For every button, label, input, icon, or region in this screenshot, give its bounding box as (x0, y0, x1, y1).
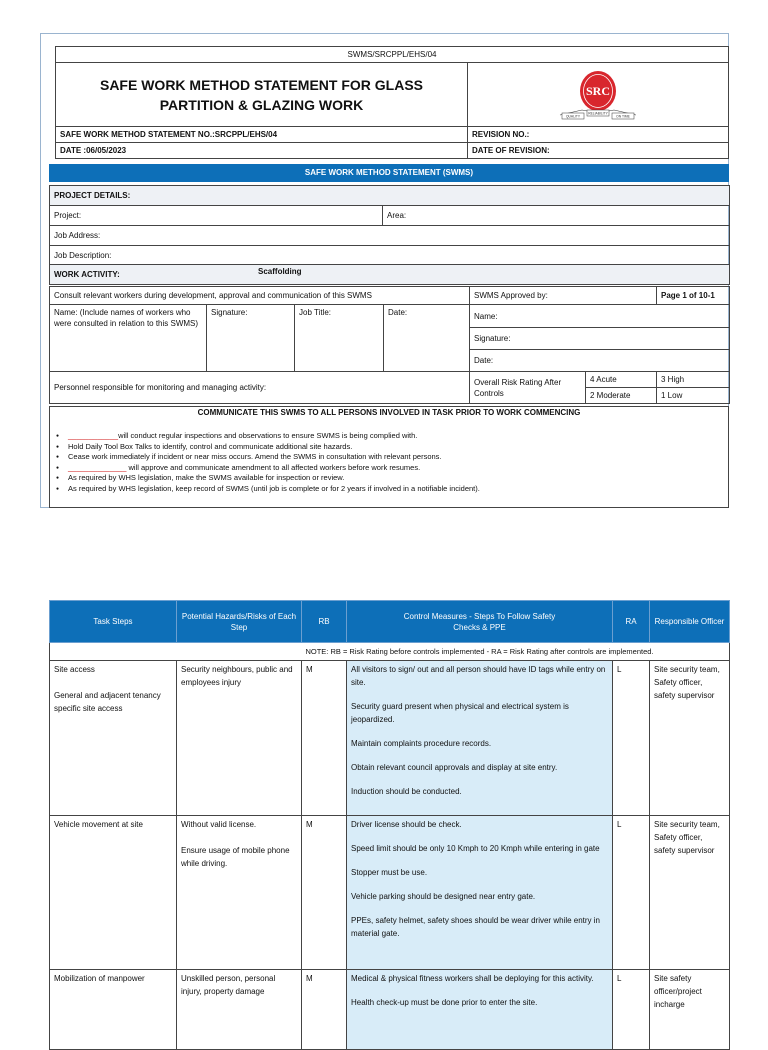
overall-risk-label: Overall Risk Rating After Controls (470, 372, 586, 404)
risk-rating-high: 3 High (657, 372, 730, 388)
svg-text:RELIABILITY: RELIABILITY (588, 111, 608, 116)
hazard: Without valid license. Ensure usage of mobile phone while driving. (177, 816, 302, 970)
responsible-officer: Site security team, Safety officer, safety supervisor (650, 661, 730, 816)
table-row (50, 661, 730, 816)
risk-after: L (613, 970, 650, 1050)
control-measures: Driver license should be check. Speed limit should be only 10 Kmph to 20 Kmph while entering in gate Stopper must be use. Vehicle parking should be designed near entry gate. PPEs, safety helmet, safety shoes should be wear driver while entry in material gate. (347, 816, 613, 970)
risk-rating-acute: 4 Acute (586, 372, 657, 388)
hazard: Unskilled person, personal injury, property damage (177, 970, 302, 1050)
date-column-label: Date: (384, 305, 470, 372)
job-description-label: Job Description: (50, 246, 730, 265)
doc-code: SWMS/SRCPPL/EHS/04 (56, 47, 729, 63)
task-step: Site access General and adjacent tenancy specific site access (50, 661, 177, 816)
bullet-item: ● ______________ will approve and communicate amendment to all affected workers before work resumes. (68, 463, 724, 474)
header-rb: RB (302, 601, 347, 643)
work-activity-row (50, 265, 730, 285)
risk-before: M (302, 816, 347, 970)
approver-name-label: Name: (470, 305, 730, 328)
risk-after: L (613, 661, 650, 816)
header-ra: RA (613, 601, 650, 643)
project-details-label: PROJECT DETAILS: (50, 186, 730, 206)
risk-after: L (613, 816, 650, 970)
personnel-responsible-label: Personnel responsible for monitoring and managing activity: (50, 372, 470, 404)
consulted-workers-label: Name: (Include names of workers who were consulted in relation to this SWMS) (50, 305, 207, 372)
revision-number: REVISION NO.: (468, 127, 729, 143)
control-measures: All visitors to sign/ out and all person should have ID tags while entry on site. Security guard present when physical and electrical system is jeopardized. Maintain complaints procedure records. Obtain relevant council approvals and display at site entry. Induction should be conducted. (347, 661, 613, 816)
task-step: Mobilization of manpower (50, 970, 177, 1050)
communication-section (49, 406, 729, 508)
project-details-table (49, 185, 730, 285)
control-measures: Medical & physical fitness workers shall be deploying for this activity. Health check-up must be done prior to enter the site. (347, 970, 613, 1050)
task-steps-table (49, 600, 730, 1050)
bullet-item: ● Hold Daily Tool Box Talks to identify, control and communicate additional site hazards. (68, 442, 724, 453)
signature-column-label: Signature: (207, 305, 295, 372)
bullet-item: ● As required by WHS legislation, make the SWMS available for inspection or review. (68, 473, 724, 484)
swms-approved-by: SWMS Approved by: (470, 287, 657, 305)
swms-bullet-list (54, 431, 724, 495)
job-address-label: Job Address: (50, 226, 730, 246)
consult-statement: Consult relevant workers during development, approval and communication of this SWMS (50, 287, 470, 305)
table-row (50, 970, 730, 1050)
approver-date-label: Date: (470, 350, 730, 372)
header-responsible-officer: Responsible Officer (650, 601, 730, 643)
document-date: DATE :06/05/2023 (56, 143, 468, 159)
header-control-measures: Control Measures - Steps To Follow Safety Checks & PPE (347, 601, 613, 643)
risk-before: M (302, 661, 347, 816)
table-row (50, 816, 730, 970)
swms-header-table (55, 46, 729, 159)
header-task-steps: Task Steps (50, 601, 177, 643)
project-label: Project: (50, 206, 383, 226)
approver-signature-label: Signature: (470, 328, 730, 350)
swms-banner: SAFE WORK METHOD STATEMENT (SWMS) (49, 164, 729, 182)
risk-before: M (302, 970, 347, 1050)
svg-text:ON TIME: ON TIME (616, 114, 630, 119)
risk-rating-moderate: 2 Moderate (586, 388, 657, 404)
svg-text:QUALITY: QUALITY (565, 114, 581, 119)
job-title-column-label: Job Title: (295, 305, 384, 372)
work-activity-label: WORK ACTIVITY: (54, 270, 120, 279)
document-title: SAFE WORK METHOD STATEMENT FOR GLASS PARTITION & GLAZING WORK (56, 63, 468, 127)
area-label: Area: (383, 206, 730, 226)
task-step: Vehicle movement at site (50, 816, 177, 970)
company-logo-cell (468, 63, 729, 127)
work-activity-value: Scaffolding (258, 267, 302, 276)
bullet-item: ● As required by WHS legislation, keep record of SWMS (until job is complete or for 2 years if involved in a notifiable incident). (68, 484, 724, 495)
page-count: Page 1 of 10-1 (657, 287, 730, 305)
communicate-heading: COMMUNICATE THIS SWMS TO ALL PERSONS INVOLVED IN TASK PRIOR TO WORK COMMENCING (197, 408, 581, 417)
consultation-table (49, 286, 730, 404)
src-logo (556, 65, 640, 125)
risk-rating-low: 1 Low (657, 388, 730, 404)
svg-text:SRC: SRC (585, 84, 611, 98)
header-hazards: Potential Hazards/Risks of Each Step (177, 601, 302, 643)
swms-number: SAFE WORK METHOD STATEMENT NO.:SRCPPL/EHS/04 (56, 127, 468, 143)
responsible-officer: Site security team, Safety officer, safety supervisor (650, 816, 730, 970)
bullet-item: ● ____________will conduct regular inspections and observations to ensure SWMS is being complied with. (68, 431, 724, 442)
hazard: Security neighbours, public and employees injury (177, 661, 302, 816)
responsible-officer: Site safety officer/project incharge (650, 970, 730, 1050)
risk-note: NOTE: RB = Risk Rating before controls implemented - RA = Risk Rating after controls are implemented. (50, 643, 730, 661)
bullet-item: ● Cease work immediately if incident or near miss occurs. Amend the SWMS in consultation with relevant persons. (68, 452, 724, 463)
date-of-revision: DATE OF REVISION: (468, 143, 729, 159)
